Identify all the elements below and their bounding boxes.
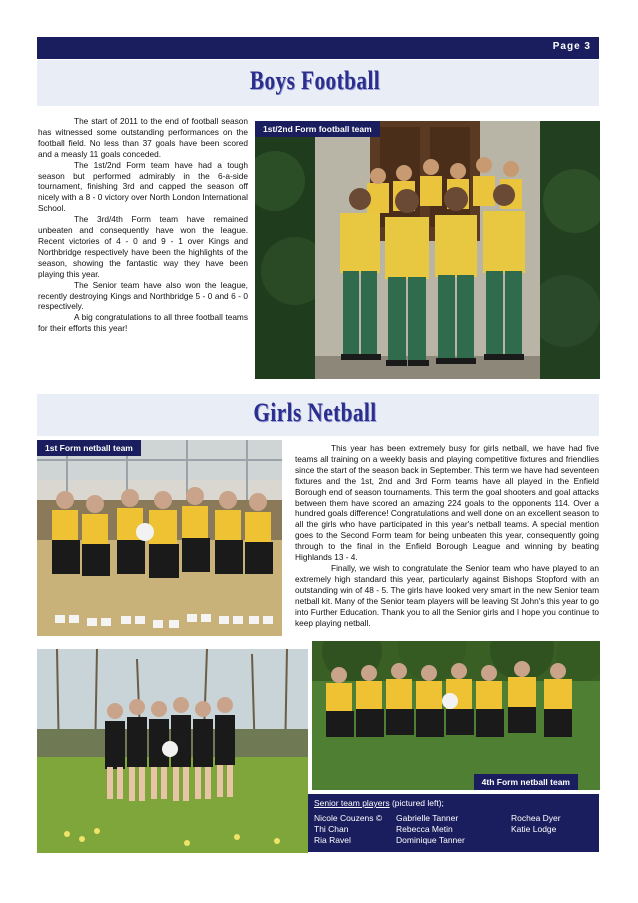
boys-section-title: Boys Football bbox=[249, 66, 381, 95]
player-name: Nicole Couzens © bbox=[314, 813, 383, 823]
boys-football-team-photo bbox=[255, 121, 600, 379]
boys-paragraph: The start of 2011 to the end of football season has witnessed some outstanding performances on the football field. No less than 37 goals have been scored and a measly 11 goals conceded. bbox=[38, 116, 248, 159]
page-number: Page 3 bbox=[552, 41, 591, 52]
girls-paragraph: Finally, we wish to congratulate the Senior team who have played to an extremely high standard this year, particularly against Bishops Stopford with an outstanding win of 48 - 5. The girls have looked very smart in the new Senior team netball kit. Many of the Senior team players will be leaving St John's this year to go into Further Education. Thank you to all the Senior girls and I hope you continue to keep playing netball. bbox=[295, 562, 599, 628]
page-header-bar bbox=[37, 37, 599, 59]
player-name: Rebecca Metin bbox=[396, 824, 453, 834]
player-name: Ria Ravel bbox=[314, 835, 351, 845]
boys-paragraph: The 1st/2nd Form team have had a tough season but performed admirably in the 6-a-side tournament, finishing 3rd and capped the season off nicely with a 8 - 0 victory over North London International School. bbox=[38, 159, 248, 214]
player-name bbox=[511, 835, 561, 846]
first-form-netball-team-photo bbox=[37, 440, 282, 636]
senior-players-row bbox=[314, 835, 561, 846]
player-name: Dominique Tanner bbox=[396, 835, 465, 845]
boys-article bbox=[38, 116, 248, 334]
senior-players-table bbox=[314, 813, 561, 846]
fourth-form-photo-caption: 4th Form netball team bbox=[474, 774, 578, 790]
senior-players-heading-suffix: (pictured left); bbox=[389, 798, 444, 808]
player-name: Thi Chan bbox=[314, 824, 349, 834]
player-name: Katie Lodge bbox=[511, 824, 557, 834]
boys-paragraph: The 3rd/4th Form team have remained unbeaten and consequently have won the league. Recent victories of 4 - 0 and 9 - 1 over Kings and Northbridge respectively have been the highlights of the season, showing the fantastic way they have been playing this year. bbox=[38, 214, 248, 279]
boys-photo-caption: 1st/2nd Form football team bbox=[255, 121, 380, 137]
player-name: Gabrielle Tanner bbox=[396, 813, 459, 823]
fourth-form-netball-team-photo bbox=[312, 641, 600, 790]
senior-players-row bbox=[314, 813, 561, 824]
girls-section-title: Girls Netball bbox=[253, 398, 377, 427]
senior-players-heading-line bbox=[314, 798, 593, 809]
first-form-photo-caption: 1st Form netball team bbox=[37, 440, 141, 456]
girls-paragraph: This year has been extremely busy for girls netball, we have had five teams all training on a weekly basis and playing competitive fixtures and friendlies since the start of the season back in September. This term we have had seventeen fixtures and the 1st, 2nd and 3rd Form teams have all played in the Enfield Borough end of season tournaments. This term the goal shooters and goal attacks between them have scored an amazing 224 goals to the opponents 114. Over a hundred goals difference! Congratulations and well done on an excellent season to all the girls who have participated in this year's netball teams. A special mention goes to the Second Form team for being unbeaten this year, consequently going through to the final in the Enfield Borough League and winning by beating Highlands 13 - 4. bbox=[295, 443, 599, 563]
boys-paragraph: The Senior team have also won the league, recently destroying Kings and Northbridge 5 - 0 and 6 - 0 respectively. bbox=[38, 279, 248, 312]
player-name: Rochea Dyer bbox=[511, 813, 561, 823]
boys-paragraph: A big congratulations to all three football teams for their efforts this year! bbox=[38, 312, 248, 334]
senior-players-box bbox=[308, 794, 599, 852]
senior-players-heading: Senior team players bbox=[314, 798, 390, 808]
girls-article bbox=[295, 443, 599, 628]
senior-netball-team-photo bbox=[37, 649, 308, 853]
senior-players-row bbox=[314, 824, 561, 835]
